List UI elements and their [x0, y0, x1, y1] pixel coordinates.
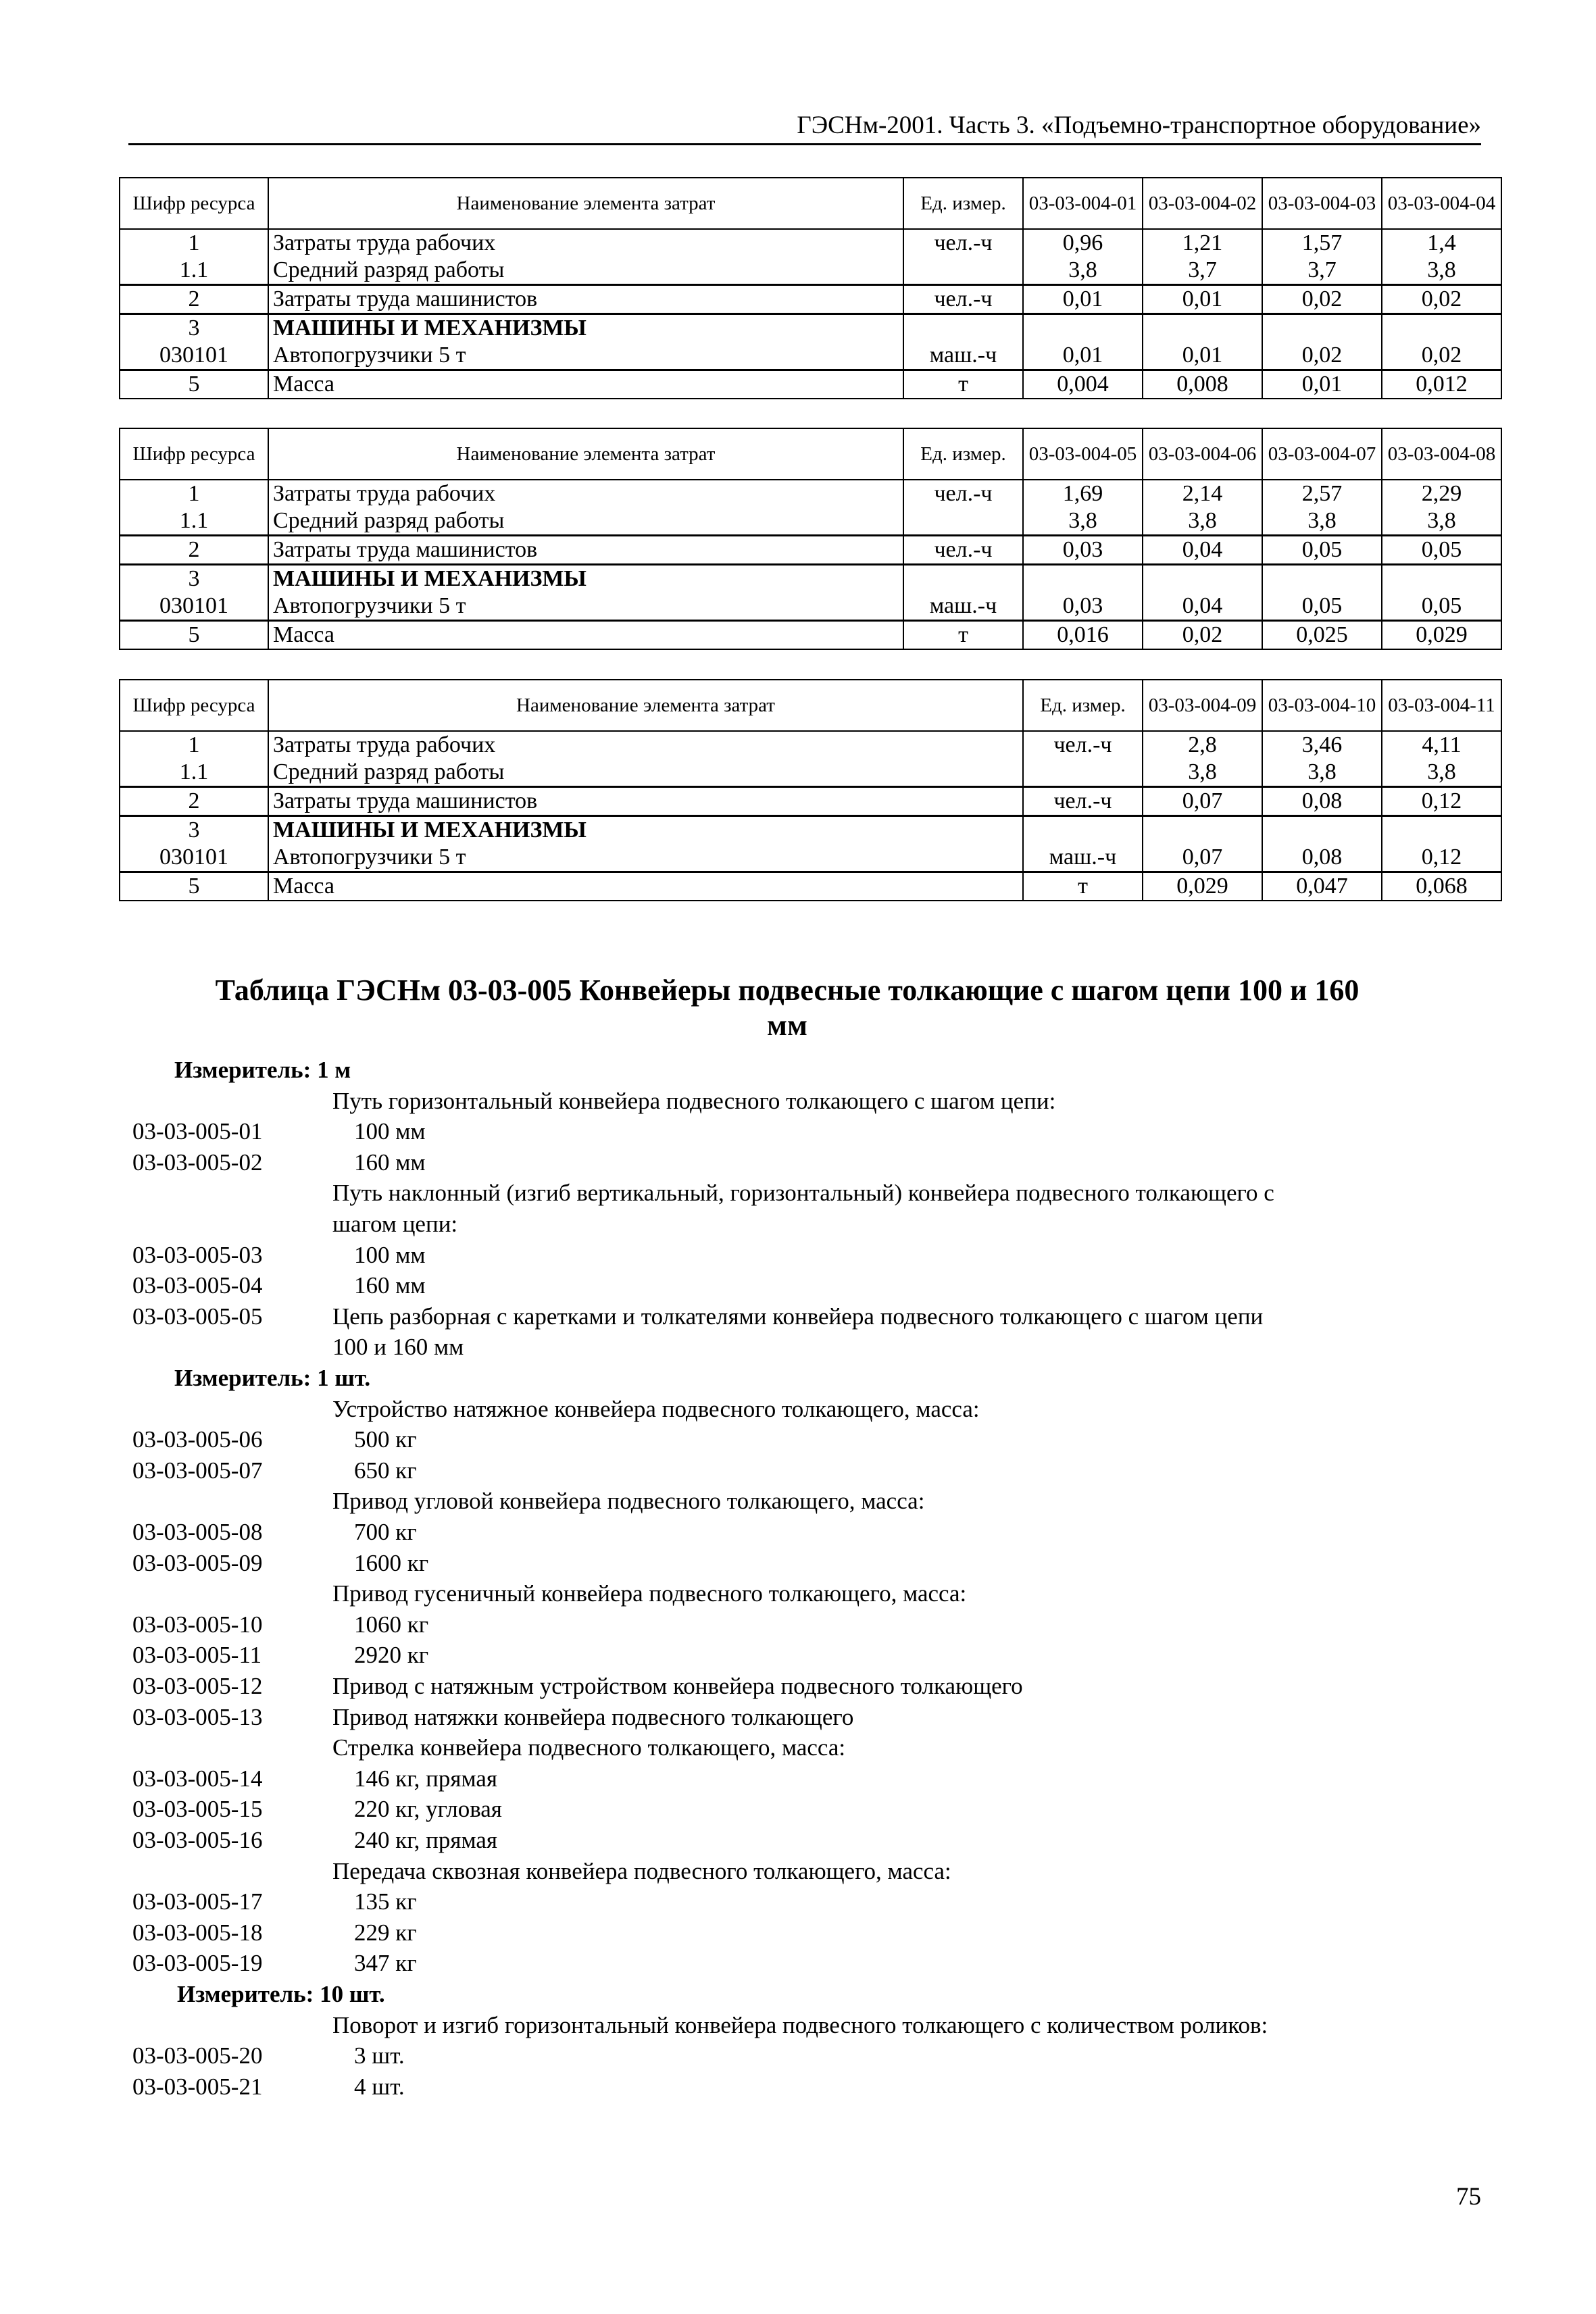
row-name: Затраты труда машинистов: [268, 787, 1023, 816]
row-name: МАШИНЫ И МЕХАНИЗМЫ: [268, 565, 903, 593]
item-code: 03-03-005-07: [132, 1457, 263, 1484]
col-header-code: 03-03-004-07: [1262, 428, 1382, 480]
item-name: 1060 кг: [354, 1611, 429, 1638]
col-header-code: 03-03-004-09: [1143, 680, 1262, 731]
row-value: 2,8: [1143, 731, 1262, 759]
item-name: 4 шт.: [354, 2073, 405, 2100]
table-row: [120, 229, 1501, 257]
row-code: 5: [120, 872, 268, 901]
row-unit: чел.-ч: [903, 536, 1023, 565]
page-number: 75: [1456, 2183, 1481, 2211]
row-value: 0,008: [1143, 370, 1262, 399]
col-header-code: 03-03-004-06: [1143, 428, 1262, 480]
col-header-code: Шифр ресурса: [120, 178, 268, 229]
row-value: 0,03: [1023, 593, 1143, 621]
col-header-code: 03-03-004-04: [1382, 178, 1501, 229]
row-name: Масса: [268, 621, 903, 650]
item-name: 229 кг: [354, 1919, 417, 1946]
resource-table: [119, 428, 1502, 650]
table-row: [120, 621, 1501, 650]
row-unit: чел.-ч: [903, 229, 1023, 257]
row-name: Затраты труда машинистов: [268, 285, 903, 314]
col-header-code: Шифр ресурса: [120, 680, 268, 731]
col-header-code: 03-03-004-02: [1143, 178, 1262, 229]
row-name: Затраты труда рабочих: [268, 229, 903, 257]
table-header-row: [120, 680, 1501, 731]
row-value: 3,8: [1382, 257, 1501, 285]
row-unit: т: [903, 621, 1023, 650]
item-name: 146 кг, прямая: [354, 1765, 498, 1792]
item-code: 03-03-005-11: [132, 1642, 262, 1669]
row-value: 0,02: [1143, 621, 1262, 650]
col-header-code: 03-03-004-11: [1382, 680, 1501, 731]
col-header-name: Наименование элемента затрат: [268, 680, 1023, 731]
row-value: 3,7: [1143, 257, 1262, 285]
table-row: [120, 844, 1501, 872]
row-code: 3: [120, 565, 268, 593]
table-header-row: [120, 178, 1501, 229]
table-row: [120, 480, 1501, 507]
item-name: 135 кг: [354, 1888, 417, 1915]
row-value: 0,05: [1262, 593, 1382, 621]
measure-label: Измеритель: 1 шт.: [174, 1365, 371, 1391]
row-unit: [903, 507, 1023, 536]
col-header-code: 03-03-004-08: [1382, 428, 1501, 480]
item-name: Привод натяжки конвейера подвесного толкающего: [332, 1703, 854, 1730]
row-value: 0,068: [1382, 872, 1501, 901]
row-code: 030101: [120, 844, 268, 872]
row-value: 0,02: [1382, 285, 1501, 314]
item-code: 03-03-005-13: [132, 1703, 263, 1730]
row-unit: чел.-ч: [903, 480, 1023, 507]
table-row: [120, 342, 1501, 370]
row-value: 0,004: [1023, 370, 1143, 399]
group-heading: шагом цепи:: [332, 1211, 458, 1237]
row-value: 0,029: [1143, 872, 1262, 901]
row-value: 3,8: [1262, 507, 1382, 536]
group-heading: Путь горизонтальный конвейера подвесного толкающего с шагом цепи:: [332, 1087, 1056, 1114]
item-code: 03-03-005-02: [132, 1149, 263, 1176]
row-value: 3,8: [1382, 759, 1501, 787]
col-header-name: Наименование элемента затрат: [268, 178, 903, 229]
row-code: 1: [120, 229, 268, 257]
row-value: 2,29: [1382, 480, 1501, 507]
row-value: 0,04: [1143, 536, 1262, 565]
row-value: 3,8: [1262, 759, 1382, 787]
row-value: 3,8: [1023, 507, 1143, 536]
row-value: 0,04: [1143, 593, 1262, 621]
item-name: 650 кг: [354, 1457, 417, 1484]
row-value: 3,8: [1143, 507, 1262, 536]
row-name: Автопогрузчики 5 т: [268, 593, 903, 621]
row-value: 3,8: [1143, 759, 1262, 787]
item-code: 03-03-005-03: [132, 1241, 263, 1268]
item-code: 03-03-005-10: [132, 1611, 263, 1638]
table-row: [120, 285, 1501, 314]
row-code: 1.1: [120, 257, 268, 285]
item-name: 3 шт.: [354, 2042, 405, 2069]
item-code: 03-03-005-06: [132, 1426, 263, 1453]
row-value: 0,01: [1023, 342, 1143, 370]
row-name: Автопогрузчики 5 т: [268, 342, 903, 370]
row-value: 0,03: [1023, 536, 1143, 565]
item-name: 160 мм: [354, 1272, 426, 1299]
item-code: 03-03-005-08: [132, 1519, 263, 1545]
col-header-code: Шифр ресурса: [120, 428, 268, 480]
item-code: 03-03-005-01: [132, 1118, 263, 1145]
group-heading: Передача сквозная конвейера подвесного толкающего, масса:: [332, 1857, 951, 1884]
row-code: 030101: [120, 342, 268, 370]
row-code: 1: [120, 480, 268, 507]
row-value: 2,14: [1143, 480, 1262, 507]
row-name: МАШИНЫ И МЕХАНИЗМЫ: [268, 314, 903, 343]
table-header-row: [120, 428, 1501, 480]
col-header-name: Наименование элемента затрат: [268, 428, 903, 480]
row-code: 1.1: [120, 507, 268, 536]
row-value: 0,02: [1382, 342, 1501, 370]
row-value: 3,8: [1023, 257, 1143, 285]
row-value: 0,047: [1262, 872, 1382, 901]
row-name: Масса: [268, 370, 903, 399]
row-value: 0,02: [1262, 342, 1382, 370]
group-heading: Поворот и изгиб горизонтальный конвейера подвесного толкающего с количеством роликов:: [332, 2011, 1268, 2038]
item-code: 03-03-005-12: [132, 1673, 263, 1699]
row-value: 0,01: [1143, 342, 1262, 370]
item-name: Привод с натяжным устройством конвейера подвесного толкающего: [332, 1673, 1023, 1699]
row-value: 0,02: [1262, 285, 1382, 314]
resource-table: [119, 679, 1502, 901]
row-code: 5: [120, 370, 268, 399]
col-header-unit: Ед. измер.: [903, 428, 1023, 480]
row-name: Средний разряд работы: [268, 759, 1023, 787]
table-row: [120, 536, 1501, 565]
section-title-line1: Таблица ГЭСНм 03-03-005 Конвейеры подвесные толкающие с шагом цепи 100 и 160: [215, 974, 1360, 1007]
row-value: 1,69: [1023, 480, 1143, 507]
item-code: 03-03-005-05: [132, 1303, 263, 1330]
group-heading: Привод угловой конвейера подвесного толкающего, масса:: [332, 1488, 925, 1515]
row-value: 0,96: [1023, 229, 1143, 257]
row-value: 0,025: [1262, 621, 1382, 650]
row-code: 1.1: [120, 759, 268, 787]
row-name: Средний разряд работы: [268, 507, 903, 536]
row-name: Масса: [268, 872, 1023, 901]
item-name: 160 мм: [354, 1149, 426, 1176]
item-name: 2920 кг: [354, 1642, 429, 1669]
table-row: [120, 872, 1501, 901]
group-heading: Устройство натяжное конвейера подвесного толкающего, масса:: [332, 1395, 980, 1422]
section-title: [132, 973, 1443, 1043]
item-code: 03-03-005-19: [132, 1950, 263, 1977]
row-unit: чел.-ч: [1023, 731, 1143, 759]
page-header: ГЭСНм-2001. Часть 3. «Подъемно-транспортное оборудование»: [128, 108, 1481, 145]
item-name: Цепь разборная с каретками и толкателями конвейера подвесного толкающего с шагом цепи: [332, 1303, 1264, 1330]
row-unit: чел.-ч: [903, 285, 1023, 314]
item-code: 03-03-005-18: [132, 1919, 263, 1946]
row-name: Автопогрузчики 5 т: [268, 844, 1023, 872]
row-unit: маш.-ч: [1023, 844, 1143, 872]
item-code: 03-03-005-14: [132, 1765, 263, 1792]
measure-label: Измеритель: 1 м: [174, 1057, 351, 1083]
row-code: 2: [120, 787, 268, 816]
row-value: 0,07: [1143, 787, 1262, 816]
item-name: 100 мм: [354, 1118, 426, 1145]
row-value: 0,12: [1382, 787, 1501, 816]
row-code: 5: [120, 621, 268, 650]
row-value: 1,4: [1382, 229, 1501, 257]
row-code: 030101: [120, 593, 268, 621]
col-header-code: 03-03-004-05: [1023, 428, 1143, 480]
col-header-code: 03-03-004-03: [1262, 178, 1382, 229]
row-value: 0,05: [1262, 536, 1382, 565]
group-heading: Путь наклонный (изгиб вертикальный, горизонтальный) конвейера подвесного толкающего с: [332, 1180, 1274, 1207]
row-name: Средний разряд работы: [268, 257, 903, 285]
table-row: [120, 731, 1501, 759]
row-code: 1: [120, 731, 268, 759]
row-value: 3,7: [1262, 257, 1382, 285]
col-header-unit: Ед. измер.: [1023, 680, 1143, 731]
row-unit: т: [1023, 872, 1143, 901]
section-title-line2: мм: [767, 1009, 807, 1042]
row-unit: [903, 257, 1023, 285]
row-unit: чел.-ч: [1023, 787, 1143, 816]
table-row: [120, 257, 1501, 285]
group-heading: 100 и 160 мм: [332, 1334, 464, 1361]
item-code: 03-03-005-20: [132, 2042, 263, 2069]
row-code: 3: [120, 816, 268, 845]
row-value: 0,01: [1023, 285, 1143, 314]
group-heading: Привод гусеничный конвейера подвесного толкающего, масса:: [332, 1580, 967, 1607]
row-value: 0,01: [1262, 370, 1382, 399]
table-row: [120, 787, 1501, 816]
row-value: 4,11: [1382, 731, 1501, 759]
row-value: 0,08: [1262, 844, 1382, 872]
row-name: Затраты труда машинистов: [268, 536, 903, 565]
row-unit: маш.-ч: [903, 342, 1023, 370]
item-name: 1600 кг: [354, 1549, 429, 1576]
row-value: 1,57: [1262, 229, 1382, 257]
col-header-code: 03-03-004-10: [1262, 680, 1382, 731]
item-name: 220 кг, угловая: [354, 1796, 502, 1823]
table-row: [120, 314, 1501, 343]
row-value: 1,21: [1143, 229, 1262, 257]
table-row: [120, 565, 1501, 593]
col-header-unit: Ед. измер.: [903, 178, 1023, 229]
resource-table: [119, 177, 1502, 399]
row-value: 0,07: [1143, 844, 1262, 872]
table-row: [120, 816, 1501, 845]
item-name: 500 кг: [354, 1426, 417, 1453]
item-name: 347 кг: [354, 1950, 417, 1977]
table-row: [120, 370, 1501, 399]
row-value: 0,08: [1262, 787, 1382, 816]
row-value: 0,12: [1382, 844, 1501, 872]
row-value: 0,029: [1382, 621, 1501, 650]
col-header-code: 03-03-004-01: [1023, 178, 1143, 229]
row-value: 0,012: [1382, 370, 1501, 399]
row-value: 3,8: [1382, 507, 1501, 536]
item-code: 03-03-005-16: [132, 1827, 263, 1853]
measure-label: Измеритель: 10 шт.: [177, 1981, 385, 2007]
group-heading: Стрелка конвейера подвесного толкающего, масса:: [332, 1734, 846, 1761]
row-name: Затраты труда рабочих: [268, 480, 903, 507]
item-name: 700 кг: [354, 1519, 417, 1545]
table-row: [120, 593, 1501, 621]
row-code: 2: [120, 285, 268, 314]
row-unit: маш.-ч: [903, 593, 1023, 621]
row-code: 2: [120, 536, 268, 565]
row-unit: [1023, 759, 1143, 787]
item-name: 240 кг, прямая: [354, 1827, 498, 1853]
table-row: [120, 759, 1501, 787]
row-value: 0,016: [1023, 621, 1143, 650]
item-name: 100 мм: [354, 1241, 426, 1268]
row-value: 0,05: [1382, 536, 1501, 565]
item-code: 03-03-005-21: [132, 2073, 263, 2100]
item-code: 03-03-005-04: [132, 1272, 263, 1299]
row-value: 0,05: [1382, 593, 1501, 621]
row-value: 3,46: [1262, 731, 1382, 759]
row-unit: т: [903, 370, 1023, 399]
row-value: 0,01: [1143, 285, 1262, 314]
item-code: 03-03-005-09: [132, 1549, 263, 1576]
row-code: 3: [120, 314, 268, 343]
item-code: 03-03-005-17: [132, 1888, 263, 1915]
row-name: Затраты труда рабочих: [268, 731, 1023, 759]
table-row: [120, 507, 1501, 536]
item-code: 03-03-005-15: [132, 1796, 263, 1823]
row-name: МАШИНЫ И МЕХАНИЗМЫ: [268, 816, 1023, 845]
row-value: 2,57: [1262, 480, 1382, 507]
